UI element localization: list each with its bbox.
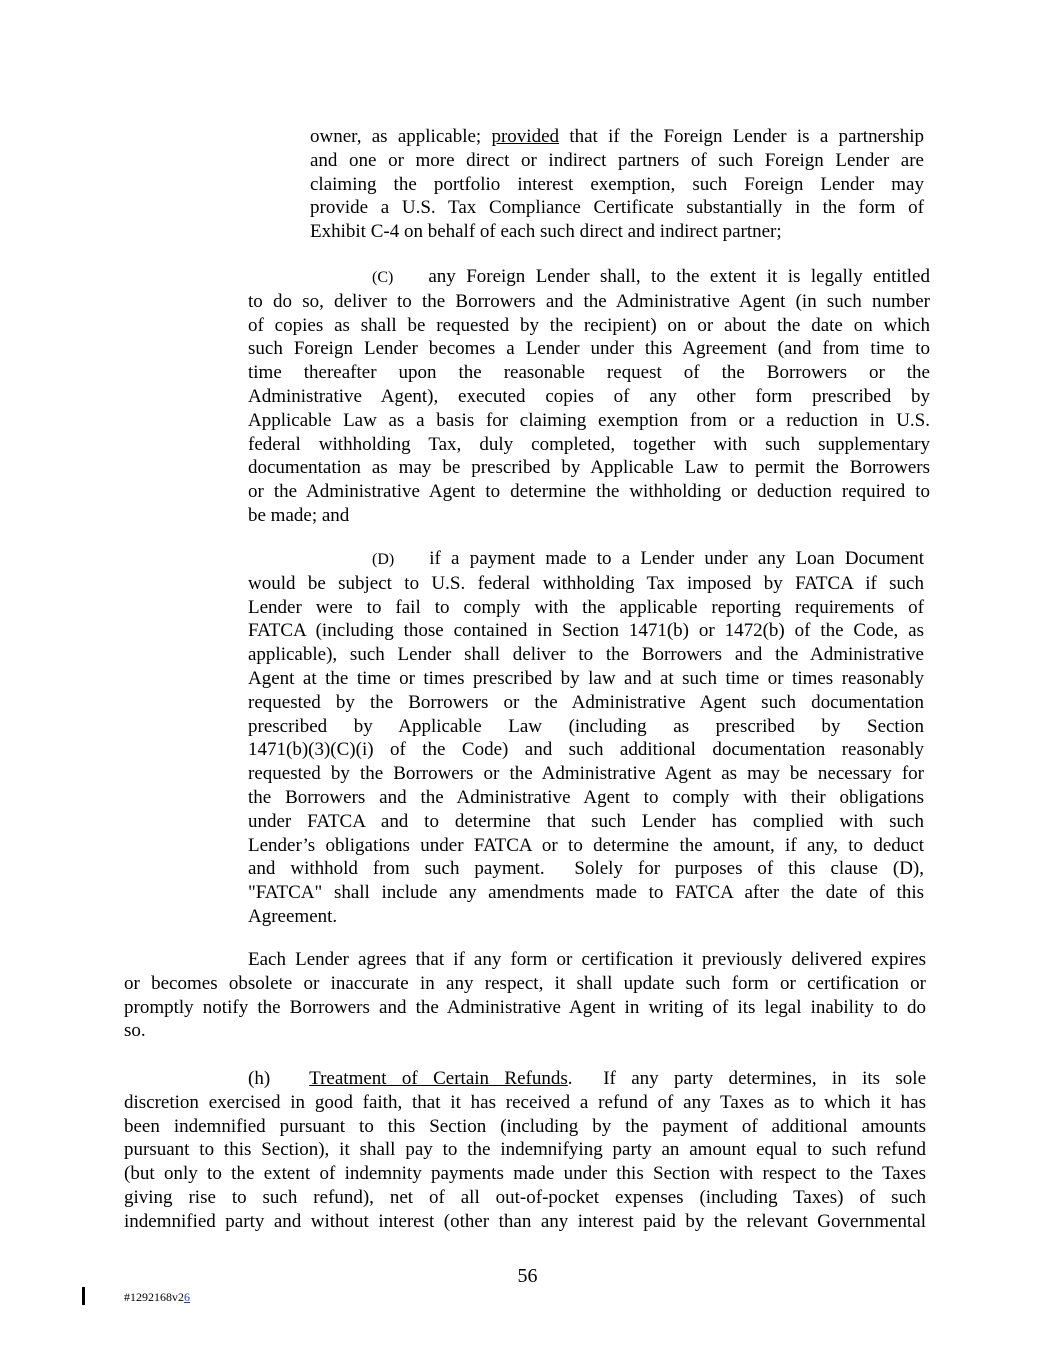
- doc-version-old: 2: [178, 1290, 184, 1304]
- text-line: the Borrowers and the Administrative Agent to comply with their obligations: [248, 786, 924, 808]
- provided-term: provided: [491, 126, 560, 147]
- text-line: Each Lender agrees that if any form or certification it previously delivered expires: [248, 949, 926, 970]
- text-line: "FATCA" shall include any amendments made to FATCA after the date of this: [248, 882, 924, 904]
- text-line: such Foreign Lender becomes a Lender under this Agreement (and from time to: [248, 338, 930, 360]
- text-line: applicable), such Lender shall deliver to the Borrowers and the Administrative: [248, 644, 924, 666]
- text-line: requested by the Borrowers or the Administrative Agent such documentation: [248, 691, 924, 713]
- text-line: been indemnified pursuant to this Section (including by the payment of additional amounts: [124, 1115, 926, 1137]
- paragraph-exhibit-c4: [310, 125, 924, 244]
- paragraph-d: [248, 547, 924, 929]
- text-line: would be subject to U.S. federal withholding Tax imposed by FATCA if such: [248, 572, 924, 594]
- paragraph-lender-update: [124, 948, 926, 1043]
- text-line: owner, as applicable; provided that if the Foreign Lender is a partnership: [310, 126, 925, 147]
- clause-label-d: (D): [372, 551, 395, 568]
- text-line: be made; and: [248, 504, 350, 526]
- text-line: (D) if a payment made to a Lender under any Loan Document: [372, 548, 924, 569]
- text-line: under FATCA and to determine that such Lender has complied with such: [248, 810, 924, 832]
- text-line: Lender were to fail to comply with the applicable reporting requirements of: [248, 596, 924, 618]
- text-line: giving rise to such refund), net of all out-of-pocket expenses (including Taxes) of such: [124, 1186, 926, 1208]
- text-line: Agreement.: [248, 905, 338, 927]
- text-line: documentation as may be prescribed by Applicable Law to permit the Borrowers: [248, 457, 930, 479]
- text-line: federal withholding Tax, duly completed, together with such supplementary: [248, 433, 930, 455]
- text-line: or the Administrative Agent to determine the withholding or deduction required to: [248, 481, 930, 503]
- text-line: of copies as shall be requested by the recipient) on or about the date on which: [248, 314, 930, 336]
- clause-label-c: (C): [372, 269, 394, 286]
- text-line: requested by the Borrowers or the Administrative Agent as may be necessary for: [248, 763, 924, 785]
- text-line: FATCA (including those contained in Section 1471(b) or 1472(b) of the Code, as: [248, 620, 924, 642]
- text-line: (C) any Foreign Lender shall, to the extent it is legally entitled: [372, 266, 930, 287]
- text-line: Exhibit C-4 on behalf of each such direct and indirect partner;: [310, 221, 782, 243]
- text-line: indemnified party and without interest (other than any interest paid by the relevant Governmental: [124, 1210, 926, 1232]
- change-bar: [82, 1287, 85, 1305]
- text-line: and one or more direct or indirect partners of such Foreign Lender are: [310, 149, 924, 171]
- page-number: 56: [517, 1265, 538, 1287]
- text-line: and withhold from such payment. Solely for purposes of this clause (D),: [248, 858, 924, 880]
- text-line: to do so, deliver to the Borrowers and the Administrative Agent (in such number: [248, 290, 930, 312]
- text-line: promptly notify the Borrowers and the Administrative Agent in writing of its legal inability to do: [124, 996, 926, 1018]
- text-line: prescribed by Applicable Law (including as prescribed by Section: [248, 715, 924, 737]
- document-id: #1292168v26: [124, 1290, 190, 1304]
- text-line: discretion exercised in good faith, that it has received a refund of any Taxes as to which it has: [124, 1091, 926, 1113]
- text-line: (h) Treatment of Certain Refunds. If any party determines, in its sole: [248, 1068, 927, 1089]
- clause-label-h: (h): [248, 1068, 271, 1089]
- text-line: time thereafter upon the reasonable request of the Borrowers or the: [248, 362, 930, 384]
- text-line: 1471(b)(3)(C)(i) of the Code) and such additional documentation reasonably: [248, 739, 924, 761]
- text-line: (but only to the extent of indemnity payments made under this Section with respect to the Taxes: [124, 1163, 926, 1185]
- text-line: Administrative Agent), executed copies of any other form prescribed by: [248, 385, 930, 407]
- text-line: Lender’s obligations under FATCA or to determine the amount, if any, to deduct: [248, 834, 924, 856]
- text-line: or becomes obsolete or inaccurate in any respect, it shall update such form or certification or: [124, 972, 926, 994]
- paragraph-h-refunds: [124, 1067, 926, 1234]
- text-line: so.: [124, 1020, 146, 1042]
- text-line: claiming the portfolio interest exemption, such Foreign Lender may: [310, 173, 924, 195]
- doc-version-new: 6: [184, 1290, 190, 1304]
- text-line: Applicable Law as a basis for claiming exemption from or a reduction in U.S.: [248, 409, 930, 431]
- text-line: pursuant to this Section), it shall pay to the indemnifying party an amount equal to such refund: [124, 1139, 926, 1161]
- text-line: provide a U.S. Tax Compliance Certificate substantially in the form of: [310, 197, 924, 219]
- section-heading: Treatment of Certain Refunds: [309, 1068, 568, 1089]
- text-line: Agent at the time or times prescribed by law and at such time or times reasonably: [248, 667, 924, 689]
- paragraph-c: [248, 265, 930, 528]
